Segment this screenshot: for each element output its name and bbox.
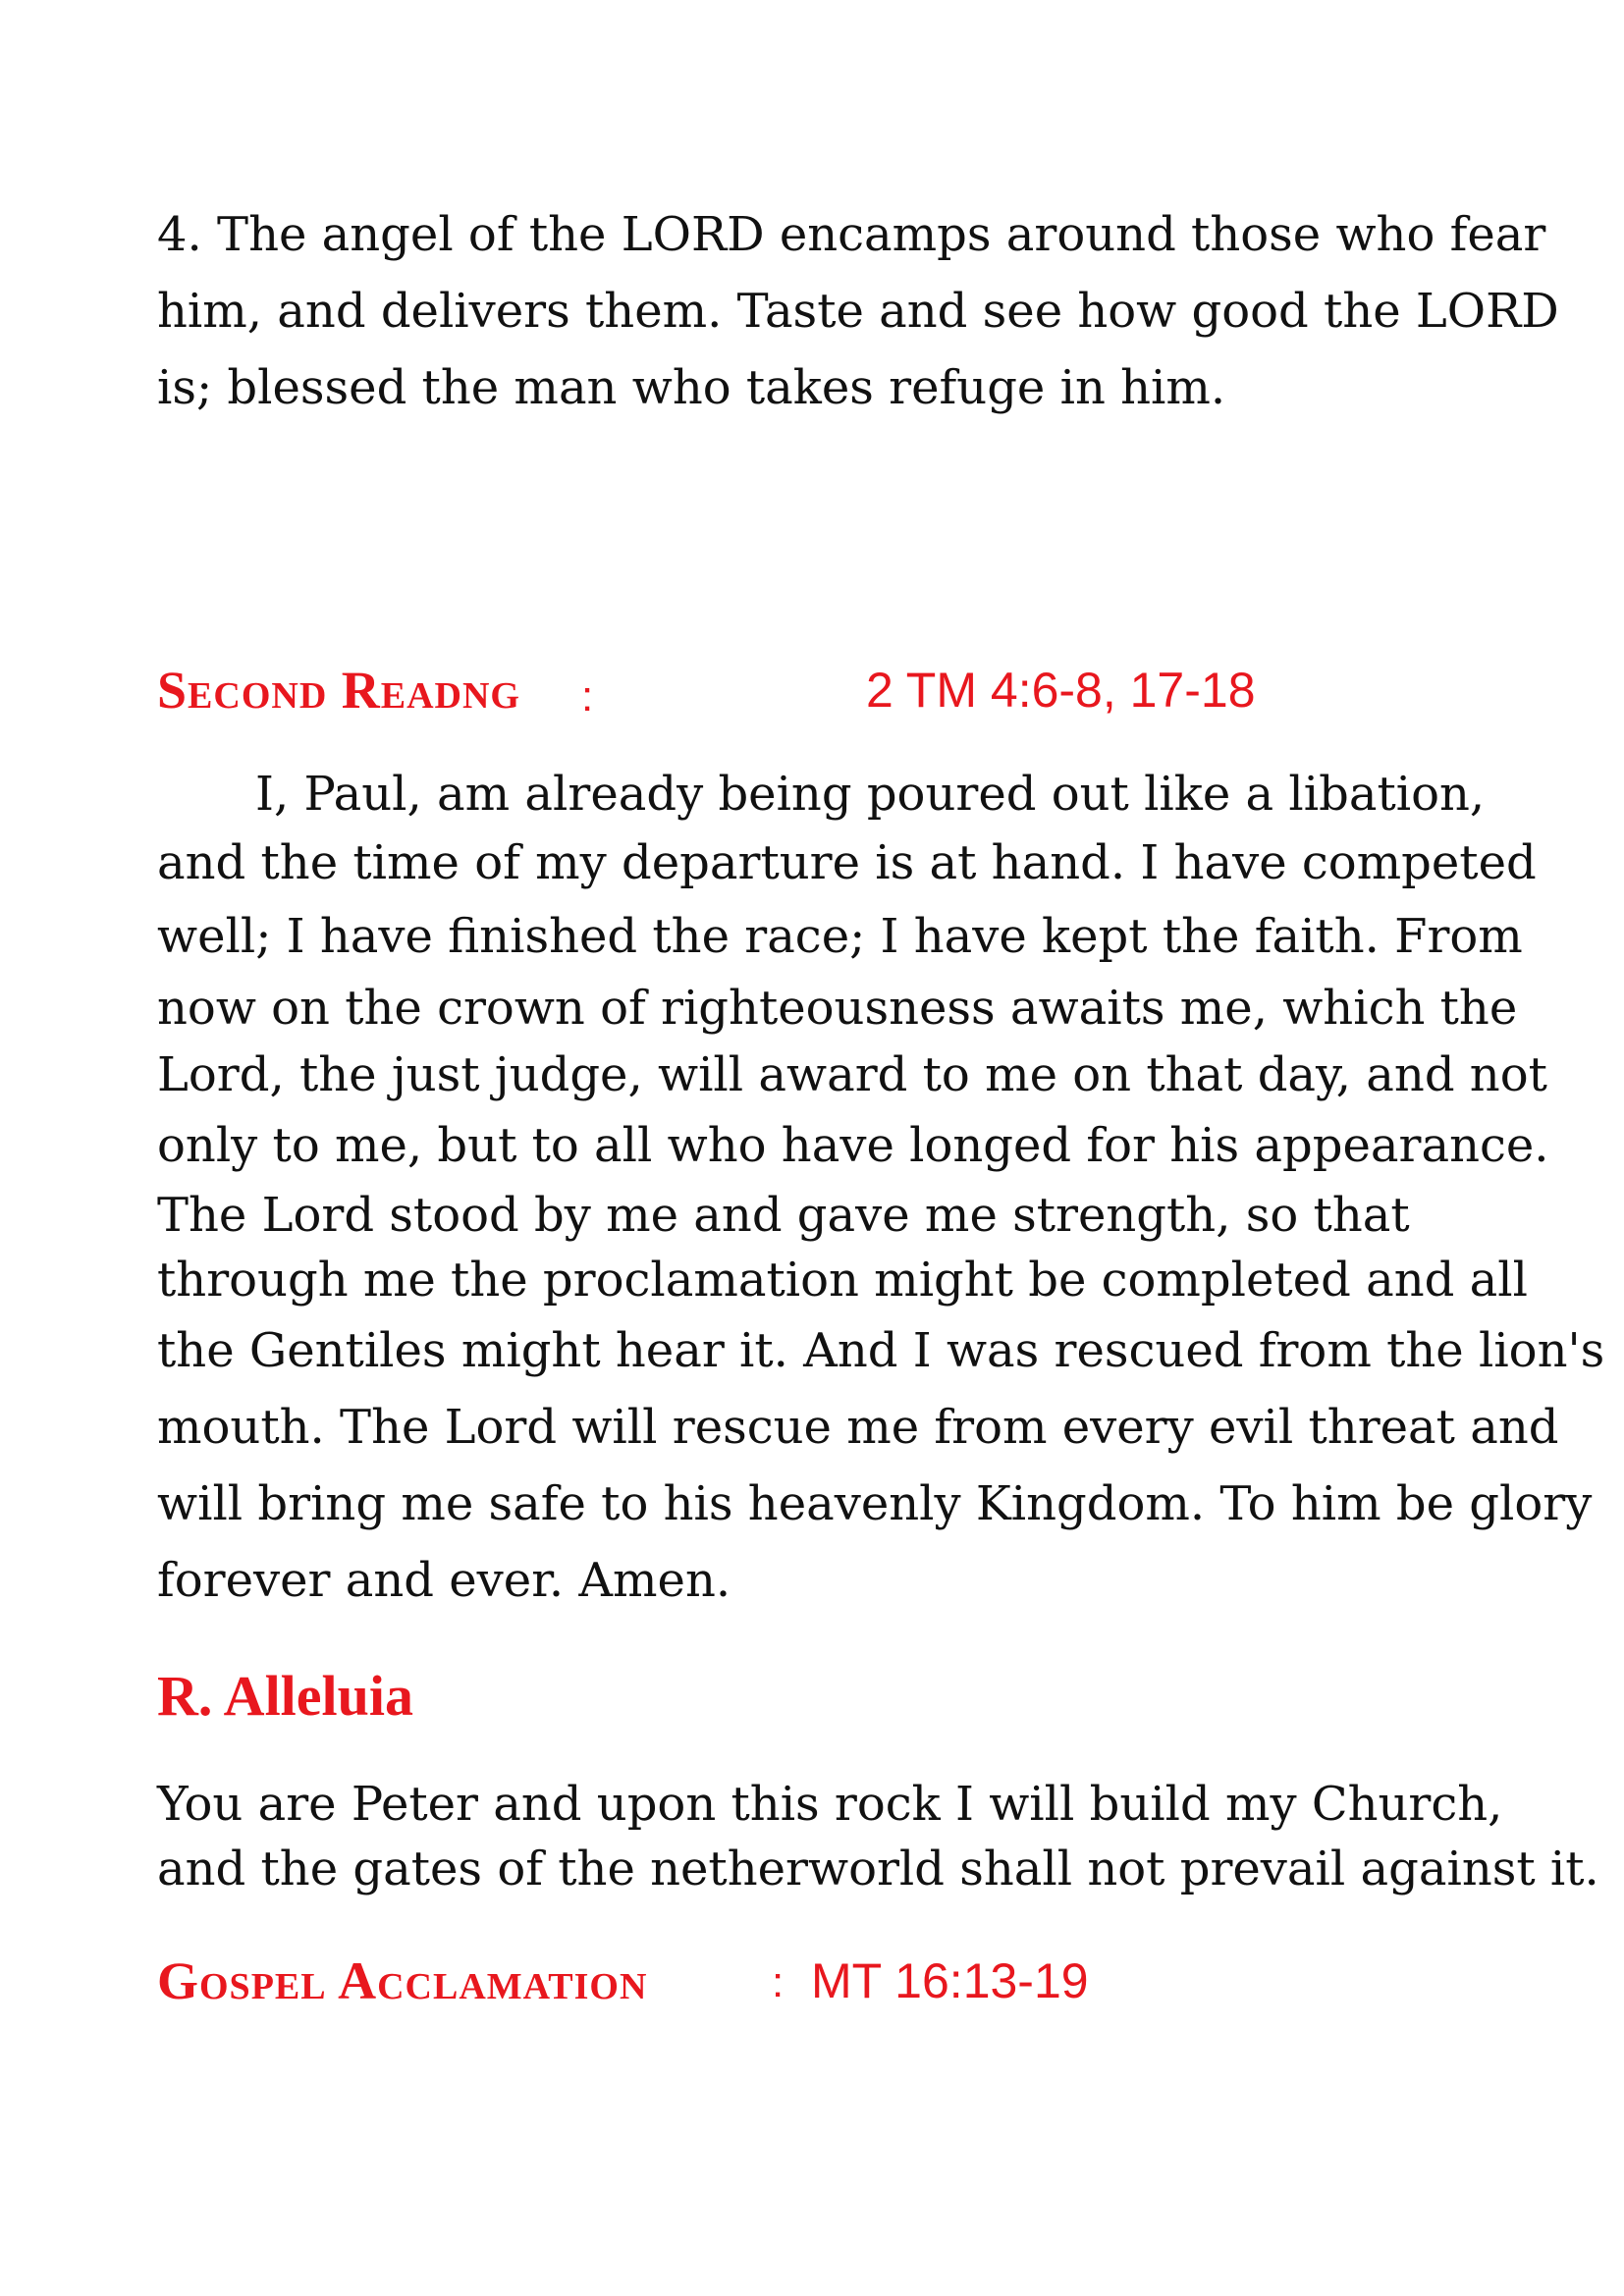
reading-line: I, Paul, am already being poured out like a libation, (255, 767, 1486, 822)
reading-line: will bring me safe to his heavenly Kingdom. To him be glory (157, 1476, 1593, 1531)
reading-line: and the time of my departure is at hand. I have competed (157, 835, 1537, 890)
alleluia-heading: R. Alleluia (157, 1664, 414, 1728)
psalm-line: is; blessed the man who takes refuge in him. (157, 360, 1226, 415)
psalm-line: 4. The angel of the LORD encamps around those who fear (157, 207, 1546, 262)
second-reading-colon: : (581, 672, 594, 721)
reading-line: The Lord stood by me and gave me strength, so that (157, 1188, 1410, 1243)
gospel-acclamation-heading: Gospel Acclamation (157, 1951, 648, 2010)
psalm-line: him, and delivers them. Taste and see how good the LORD (157, 284, 1559, 339)
gospel-acclamation-reference: MT 16:13-19 (811, 1953, 1089, 2008)
alleluia-verse (157, 1772, 1599, 1901)
reading-line: the Gentiles might hear it. And I was rescued from the lion's (157, 1323, 1605, 1378)
reading-line: now on the crown of righteousness awaits me, which the (157, 981, 1518, 1036)
alleluia-line: You are Peter and upon this rock I will build my Church, (157, 1777, 1503, 1832)
reading-line: forever and ever. Amen. (157, 1553, 731, 1608)
reading-line: only to me, but to all who have longed for his appearance. (157, 1118, 1549, 1173)
second-reading-heading: Second Readng (157, 661, 520, 720)
second-reading-text (157, 761, 1605, 1619)
second-reading-reference: 2 TM 4:6-8, 17-18 (866, 663, 1256, 718)
alleluia-line: and the gates of the netherworld shall not prevail against it. (157, 1842, 1599, 1896)
reading-line: Lord, the just judge, will award to me on that day, and not (157, 1047, 1547, 1102)
gospel-acclamation-colon: : (772, 1958, 785, 2006)
reading-line: well; I have finished the race; I have kept the faith. From (157, 909, 1523, 964)
reading-line: through me the proclamation might be completed and all (157, 1253, 1528, 1308)
psalm-verse-4 (157, 196, 1559, 426)
reading-line: mouth. The Lord will rescue me from every evil threat and (157, 1400, 1559, 1455)
